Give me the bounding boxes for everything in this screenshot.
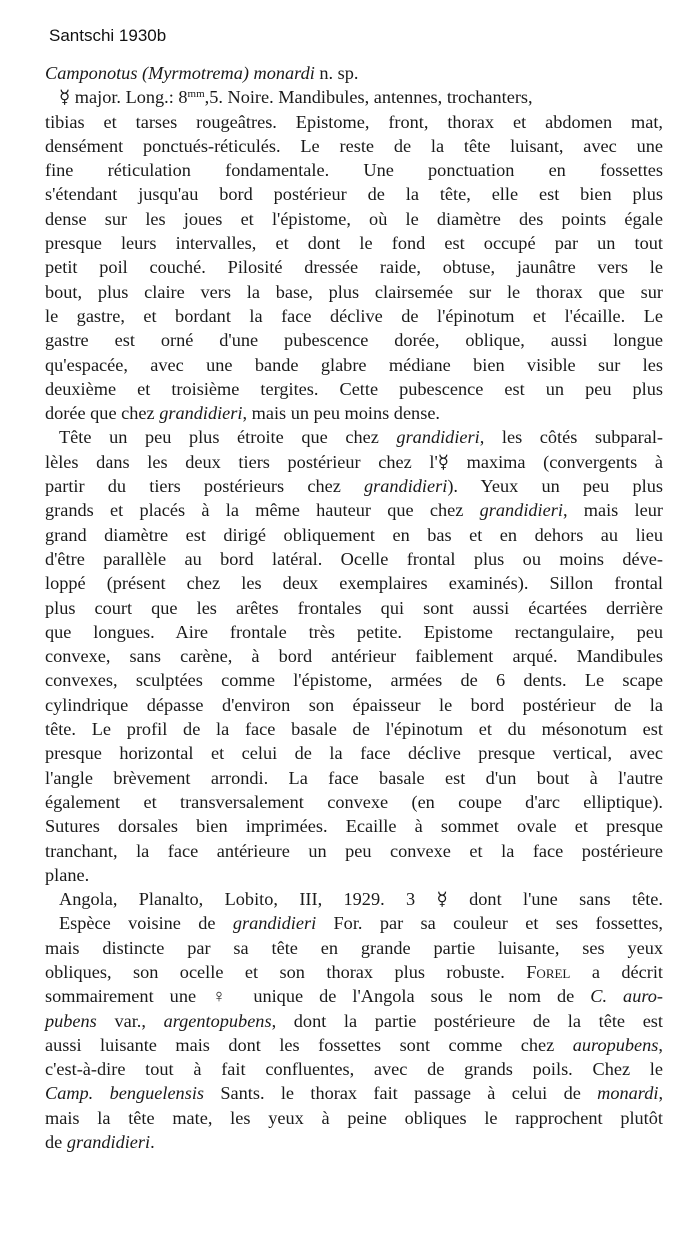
text-segment: convexes, sculptées comme l'épistome, armées de 6 dents. Le scape: [45, 670, 663, 691]
text-segment: sommairement une ♀ unique de l'Angola sous le nom de: [45, 986, 591, 1007]
italic-term: auropubens: [572, 1034, 659, 1055]
text-segment: obliques, son ocelle et son thorax plus robuste.: [45, 961, 527, 982]
text-segment: lèles dans les deux tiers postérieur chez l'☿ maxima (convergents à: [45, 451, 663, 472]
text-segment: mm: [187, 88, 205, 101]
text-segment: var.,: [96, 1010, 164, 1031]
text-line: [45, 790, 663, 814]
text-line: [45, 110, 663, 134]
text-line: [45, 207, 663, 231]
text-line: [45, 498, 663, 522]
text-line: [45, 353, 663, 377]
text-line: [45, 717, 663, 741]
italic-term: Camp. benguelensis: [45, 1083, 205, 1104]
text-line: [45, 1081, 663, 1105]
text-line: [45, 984, 663, 1008]
text-segment: , mais leur: [562, 500, 663, 521]
species-status: n. sp.: [314, 63, 359, 83]
italic-term: monardi: [597, 1083, 659, 1104]
text-segment: d'être parallèle au bord latéral. Ocelle frontal plus ou moins déve-: [45, 548, 663, 569]
text-segment: ,: [658, 1034, 663, 1055]
text-line: [45, 523, 663, 547]
text-segment: ). Yeux un peu plus: [447, 476, 663, 497]
text-segment: c'est-à-dire tout à fait confluentes, avec de grands poils. Chez le: [45, 1059, 663, 1080]
article-text: [45, 61, 663, 1154]
text-line: [45, 668, 663, 692]
citation-header: Santschi 1930b: [49, 26, 167, 45]
text-line: [45, 1130, 663, 1154]
author-name: Forel: [526, 961, 571, 982]
text-segment: Angola, Planalto, Lobito, III, 1929. 3 ☿ dont l'une sans tête.: [59, 889, 663, 910]
text-segment: dorée que chez: [45, 403, 160, 424]
text-segment: dense sur les joues et l'épistome, où le diamètre des points égale: [45, 208, 663, 229]
text-segment: partir du tiers postérieurs chez: [45, 476, 365, 497]
species-title: [45, 61, 663, 85]
text-segment: presque horizontal et celui de la face déclive presque vertical, avec: [45, 743, 663, 764]
text-segment: For. par sa couleur et ses fossettes,: [316, 913, 663, 934]
text-segment: deuxième et troisième tergites. Cette pubescence est un peu plus: [45, 378, 663, 399]
text-line: [45, 304, 663, 328]
text-segment: Tête un peu plus étroite que chez: [59, 427, 397, 448]
text-segment: densément ponctués-réticulés. Le reste de la tête luisant, avec une: [45, 135, 663, 156]
text-segment: loppé (présent chez les deux exemplaires examinés). Sillon frontal: [45, 573, 663, 594]
text-line: [45, 644, 663, 668]
text-segment: tibias et tarses rougeâtres. Epistome, front, thorax et abdomen mat,: [45, 111, 663, 132]
text-line: [45, 377, 663, 401]
text-line: [45, 280, 663, 304]
text-line: [45, 620, 663, 644]
text-segment: gastre est orné d'une pubescence dorée, oblique, aussi longue: [45, 330, 663, 351]
text-segment: l'angle brèvement arrondi. La face basale est d'un bout à l'autre: [45, 767, 663, 788]
text-segment: ,5. Noire. Mandibules, antennes, trochanters,: [204, 87, 533, 108]
text-segment: , dont la partie postérieure de la tête est: [271, 1010, 663, 1031]
text-line: [45, 960, 663, 984]
text-segment: tête. Le profil de la face basale de l'épinotum et du mésonotum est: [45, 719, 663, 740]
text-segment: a décrit: [570, 961, 663, 982]
text-line: [45, 231, 663, 255]
text-segment: Espèce voisine de: [59, 913, 233, 934]
text-segment: Sants. le thorax fait passage à celui de: [204, 1083, 598, 1104]
text-line: [45, 814, 663, 838]
text-line: [45, 85, 663, 109]
text-line: [45, 766, 663, 790]
text-segment: tranchant, la face antérieure un peu convexe et la face postérieure: [45, 840, 663, 861]
text-line: [45, 911, 663, 935]
text-line: [45, 328, 663, 352]
text-line: [45, 741, 663, 765]
text-line: [45, 1033, 663, 1057]
text-line: [45, 887, 663, 911]
italic-term: grandidieri: [396, 427, 480, 448]
text-line: [45, 547, 663, 571]
text-segment: grands et placés à la même hauteur que chez: [45, 500, 480, 521]
text-segment: mais distincte par sa tête en grande partie luisante, ses yeux: [45, 937, 663, 958]
text-segment: s'étendant jusqu'au bord postérieur de la tête, elle est bien plus: [45, 184, 663, 205]
italic-term: grandidieri: [479, 500, 563, 521]
text-line: [45, 255, 663, 279]
text-segment: plus court que les arêtes frontales qui sont aussi écartées derrière: [45, 597, 663, 618]
text-line: [45, 134, 663, 158]
italic-term: C. auro-: [590, 986, 663, 1007]
text-segment: également et transversalement convexe (en coupe d'arc elliptique).: [45, 791, 663, 812]
text-line: [45, 182, 663, 206]
text-segment: que longues. Aire frontale très petite. Epistome rectangulaire, peu: [45, 621, 663, 642]
text-segment: presque leurs intervalles, et dont le fond est occupé par un tout: [45, 233, 663, 254]
text-segment: aussi luisante mais dont les fossettes sont comme chez: [45, 1034, 573, 1055]
italic-term: argentopubens: [163, 1010, 272, 1031]
italic-term: grandidieri: [364, 476, 448, 497]
text-line: [45, 863, 663, 887]
text-segment: convexe, sans carène, à bord antérieur faiblement arqué. Mandibules: [45, 646, 663, 667]
text-line: [45, 158, 663, 182]
text-line: [45, 1106, 663, 1130]
text-line: [45, 571, 663, 595]
italic-term: grandidieri: [159, 403, 243, 424]
text-segment: grand diamètre est dirigé obliquement en bas et en dehors au lieu: [45, 524, 663, 545]
italic-term: grandidieri: [232, 913, 317, 934]
text-line: [45, 450, 663, 474]
text-segment: , mais un peu moins dense.: [242, 403, 440, 424]
text-segment: de: [45, 1132, 67, 1153]
text-line: [45, 693, 663, 717]
text-segment: fine réticulation fondamentale. Une ponctuation en fossettes: [45, 160, 663, 181]
text-segment: ☿ major. Long.: 8: [59, 87, 188, 108]
text-segment: qu'espacée, avec une bande glabre médiane bien visible sur les: [45, 354, 663, 375]
text-segment: bout, plus claire vers la base, plus clairsemée sur le thorax que sur: [45, 281, 663, 302]
italic-term: pubens: [45, 1010, 97, 1031]
species-name: Camponotus (Myrmotrema) monardi: [45, 63, 315, 83]
text-line: [45, 401, 663, 425]
text-line: [45, 474, 663, 498]
text-line: [45, 425, 663, 449]
text-segment: ,: [658, 1083, 664, 1104]
text-line: [45, 1009, 663, 1033]
text-segment: .: [150, 1132, 155, 1153]
text-segment: , les côtés subparal-: [479, 427, 663, 448]
text-line: [45, 596, 663, 620]
text-segment: plane.: [45, 864, 90, 885]
text-segment: Sutures dorsales bien imprimées. Ecaille à sommet ovale et presque: [45, 816, 663, 837]
text-line: [45, 936, 663, 960]
text-segment: le gastre, et bordant la face déclive de l'épinotum et l'écaille. Le: [45, 305, 663, 326]
text-segment: petit poil couché. Pilosité dressée raide, obtuse, jaunâtre vers le: [45, 257, 663, 278]
text-segment: mais la tête mate, les yeux à peine obliques le rapprochent plutôt: [45, 1107, 663, 1128]
text-line: [45, 839, 663, 863]
description-body: [45, 85, 663, 1154]
italic-term: grandidieri: [66, 1132, 151, 1153]
text-segment: cylindrique dépasse d'environ son épaisseur le bord postérieur de la: [45, 694, 663, 715]
text-line: [45, 1057, 663, 1081]
